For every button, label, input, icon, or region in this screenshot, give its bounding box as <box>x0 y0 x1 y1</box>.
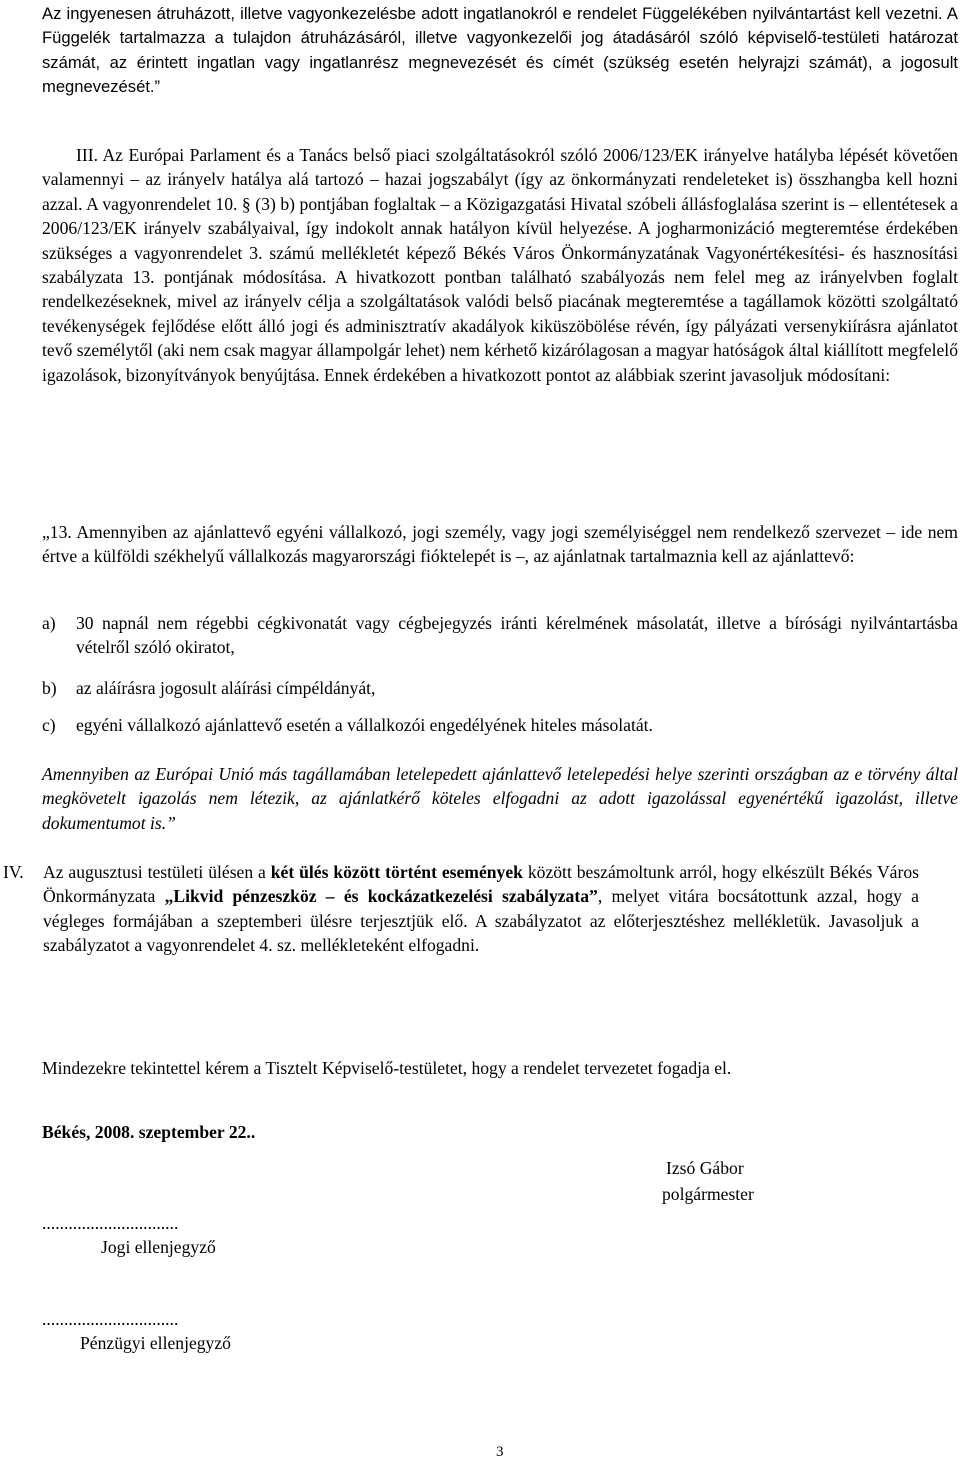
quote-intro <box>42 520 958 569</box>
signer-title: polgármester <box>662 1184 754 1204</box>
list-item-label: c) <box>42 715 56 735</box>
section-iii <box>42 143 958 387</box>
section-iv-bold-2: „Likvid pénzeszköz – és kockázatkezelési szabályzata” <box>164 886 598 907</box>
signature-line-finance: ............................... <box>42 1309 179 1329</box>
quote-intro-text: „13. Amennyiben az ajánlattevő egyéni vállalkozó, jogi személy, vagy jogi személyiséggel nem rendelkező szervezet – ide nem értve a külföldi székhelyű vállalkozás magyarországi fióktelepét is –, az ajánlatnak tartalmaznia kell az ajánlattevő: <box>42 522 958 567</box>
legal-countersign-label: Jogi ellenjegyző <box>101 1237 216 1257</box>
section-iv-number: IV. <box>3 862 24 882</box>
list-item-text: az aláírásra jogosult aláírási címpéldányát, <box>76 678 376 698</box>
list-item <box>42 611 958 660</box>
section-iii-number: III. <box>76 145 98 165</box>
date-line: Békés, 2008. szeptember 22.. <box>42 1122 256 1142</box>
section-iv-bold-1: két ülés között történt események <box>270 862 523 882</box>
signer-name: Izsó Gábor <box>666 1158 744 1178</box>
section-iii-text: Az Európai Parlament és a Tanács belső piaci szolgáltatásokról szóló 2006/123/EK irányelve hatályba lépését követően valamennyi – az irányelv hatálya alá tartozó – hazai jogszabályt (így az önkormányzati rendeleteket is) összhangba kell hozni azzal. A vagyonrendelet 10. § (3) b) pontjában foglaltak – a Közigazgatási Hivatal szóbeli állásfoglalása szerint is – ellentétesek a 2006/123/EK irányelv szabályaival, így indokolt annak hatályon kívül helyezése. A jogharmonizáció megteremtése érdekében szükséges a vagyonrendelet 3. számú mellékletét képező Békés Város Önkormányzatának Vagyonértékesítési- és hasznosítási szabályzata 13. pontjának módosítása. A hivatkozott pontban található szabályozás nem felel meg az irányelvben foglalt rendelkezéseknek, mivel az irányelv célja a szolgáltatások valódi belső piacának megteremtése a tagállamok közötti szolgáltató tevékenységek fejlődése előtt álló jogi és adminisztratív akadályok kiküszöbölése révén, így pályázati versenykiírásra ajánlatot tevő személytől (aki nem csak magyar állampolgár lehet) nem kérhető kizárólagosan a magyar hatóságok által kiállított megfelelő igazolások, bizonyítványok benyújtása. Ennek érdekében a hivatkozott pontot az alábbiak szerint javasoljuk módosítani: <box>42 145 958 385</box>
section-iv-text-3: , melyet vitára bocsátottunk azzal, hogy a végleges formájában a szeptemberi ülésre terjesztjük elő. A szabályzatot az előterjesztéshez mellékletük. Javasoljuk a szabályzatot a vagyonrendelet 4. sz. mellékleteként elfogadni. <box>43 886 919 956</box>
quote-closing <box>42 762 958 835</box>
request-sentence: Mindezekre tekintettel kérem a Tisztelt Képviselő-testületet, hogy a rendelet tervezetet fogadja el. <box>42 1058 732 1078</box>
finance-countersign-label: Pénzügyi ellenjegyző <box>80 1333 231 1353</box>
section-iv-text-1: Az augusztusi testületi ülésen a <box>43 862 271 882</box>
list-item-label: b) <box>42 678 57 698</box>
page-number: 3 <box>496 1444 504 1460</box>
list-item-text: 30 napnál nem régebbi cégkivonatát vagy cégbejegyzés iránti kérelmének másolatát, illetve a bírósági nyilvántartásba vételről szóló okiratot, <box>76 613 958 658</box>
quote-closing-text: Amennyiben az Európai Unió más tagállamában letelepedett ajánlattevő letelepedési helye szerinti országban az e törvény által megkövetelt igazolás nem létezik, az ajánlatkérő köteles elfogadni az adott igazolással egyenértékű igazolást, illetve dokumentumot is.” <box>42 764 958 833</box>
intro-paragraph-text: Az ingyenesen átruházott, illetve vagyonkezelésbe adott ingatlanokról e rendelet Függelékében nyilvántartást kell vezetni. A Függelék tartalmazza a tulajdon átruházásáról, illetve vagyonkezelői jog átadásáról szóló képviselő-testületi határozat számát, az érintett ingatlan vagy ingatlanrész megnevezését és címét (szükség esetén helyrajzi számát), a jogosult megnevezését.” <box>42 4 958 97</box>
list-item-text: egyéni vállalkozó ajánlattevő esetén a vállalkozói engedélyének hiteles másolatát. <box>76 715 653 735</box>
section-iii-body <box>42 143 958 387</box>
intro-paragraph <box>42 2 958 100</box>
section-iv-text-2: között beszámoltunk arról, hogy elkészült Békés Város Önkormányzata <box>43 862 919 907</box>
list-item <box>42 713 958 737</box>
list-item <box>42 676 958 700</box>
signature-line-legal: ............................... <box>42 1213 179 1233</box>
list-item-label: a) <box>42 613 56 633</box>
section-iv-body <box>43 860 919 958</box>
